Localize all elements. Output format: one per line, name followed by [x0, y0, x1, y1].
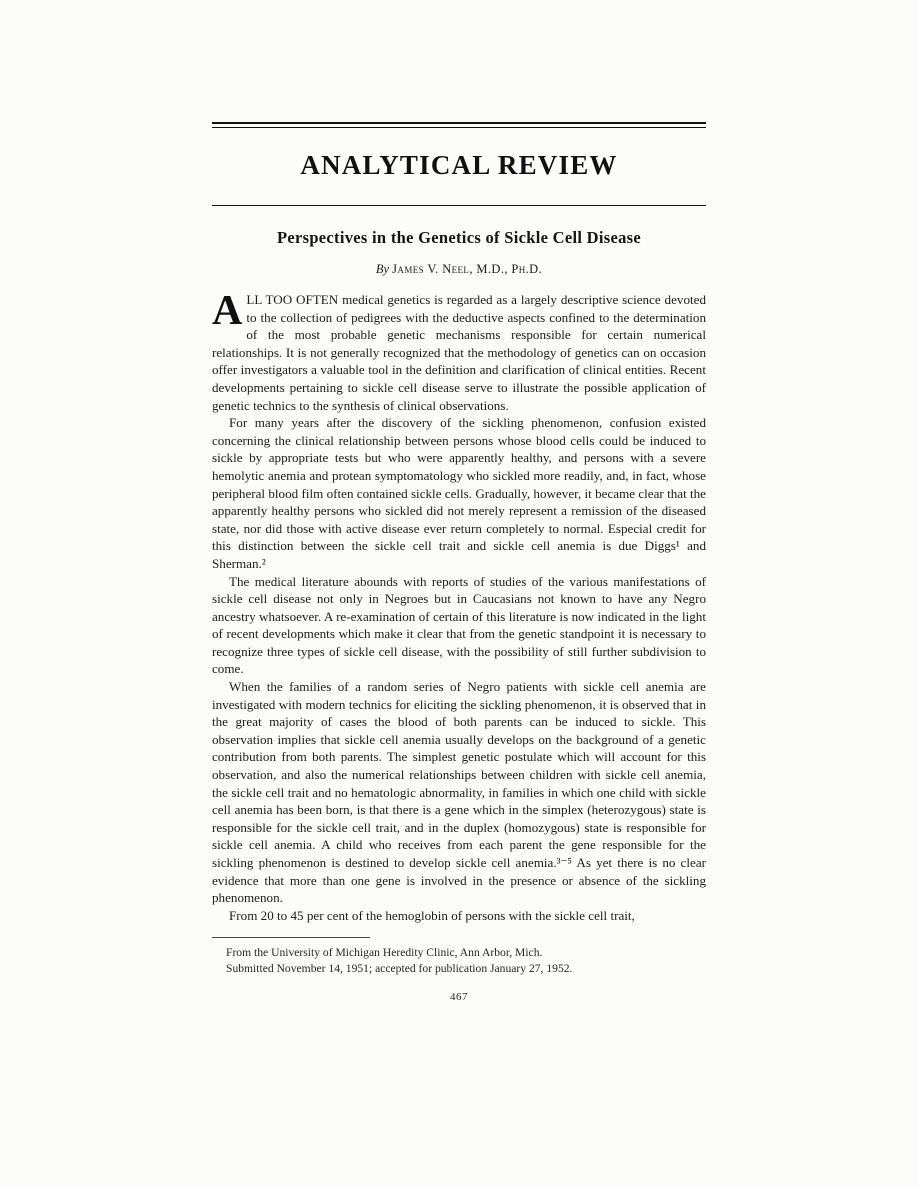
author-name: James V. Neel	[392, 262, 470, 276]
page-number: 467	[450, 991, 468, 1004]
drop-cap: A	[212, 288, 243, 334]
paragraph-3: The medical literature abounds with reports of studies of the various manifestations of sickle cell disease not only in Negroes but in Caucasians not known to have any Negro ancestry whatsoever. A re-examination of certain of this literature is now indicated in the light of recent developments which make it clear that from the genetic standpoint it is necessary to recognize three types of sickle cell disease, with the possibility of still further subdivision to come.	[212, 573, 706, 677]
paragraph-2: For many years after the discovery of the sickling phenomenon, confusion existed concerning the clinical relationship between persons whose blood cells could be induced to sickle by appropriate tests but who were apparently healthy, and persons with a severe hemolytic anemia and protean symptomatology who sickled more readily, and, in fact, whose peripheral blood film often contained sickle cells. Gradually, however, it became clear that the apparently healthy persons who sickled did not merely represent a remission of the diseased state, nor did those with active disease ever return completely to normal. Especial credit for this distinction between the sickle cell trait and sickle cell anemia is due Diggs¹ and Sherman.²	[212, 415, 706, 571]
author-degrees: , M.D., Ph.D.	[469, 262, 543, 276]
paragraph-5: From 20 to 45 per cent of the hemoglobin of persons with the sickle cell trait,	[229, 907, 635, 923]
heading-rule	[212, 205, 706, 206]
footnote-separator	[212, 937, 370, 938]
top-double-rule	[212, 122, 706, 128]
paragraph-4: When the families of a random series of Negro patients with sickle cell anemia are investigated with modern technics for eliciting the sickling phenomenon, it is observed that in the great majority of cases the blood of both parents can be induced to sickle. This observation implies that sickle cell anemia usually develops on the background of a genetic contribution from both parents. The simplest genetic postulate which will account for this observation, and also the numerical relationships between children with sickle cell anemia, the sickle cell trait and no hematologic abnormality, in families in which one child with sickle cell anemia has been born, is that there is a gene which in the simplex (heterozygous) state is responsible for the sickle cell trait, and in the duplex (homozygous) state is responsible for sickle cell anemia. A child who receives from each parent the gene responsible for the sickling phenomenon is destined to develop sickle cell anemia.³⁻⁵ As yet there is no clear evidence that more than one gene is involved in the presence or absence of the sickling phenomenon.	[212, 679, 706, 906]
article-column	[212, 122, 706, 1003]
byline	[212, 262, 706, 277]
footnote-submission: Submitted November 14, 1951; accepted for publication January 27, 1952.	[226, 961, 573, 975]
paragraph-1	[212, 288, 706, 414]
paragraph-text: LL TOO OFTEN medical genetics is regarded as a largely descriptive science devoted to the collection of pedigrees with the deductive aspects confined to the determination of the most probable genetic mechanisms responsible for certain numerical relationships. It is not generally recognized that the methodology of genetics can on occasion offer investigators a valuable tool in the definition and clarification of clinical entities. Recent developments pertaining to sickle cell disease serve to illustrate the possible application of genetic technics to the synthesis of clinical observations.	[212, 292, 706, 413]
byline-prefix: By	[375, 262, 390, 276]
section-heading: ANALYTICAL REVIEW	[300, 150, 618, 180]
article-title: Perspectives in the Genetics of Sickle Cell Disease	[276, 228, 641, 247]
footnote-affiliation: From the University of Michigan Heredity Clinic, Ann Arbor, Mich.	[226, 946, 543, 960]
